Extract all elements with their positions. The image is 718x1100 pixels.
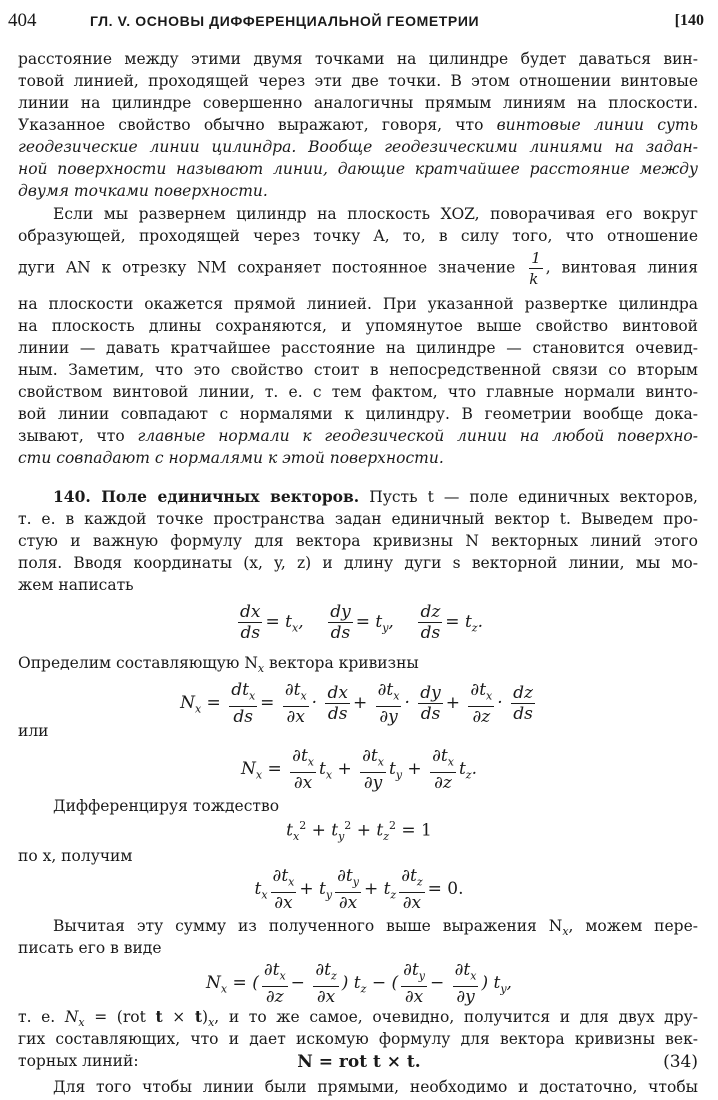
section-heading: 140. Поле единичных векторов. (53, 487, 360, 506)
text-line: писать его в виде (18, 939, 162, 957)
text-line: на плоскость длины сохраняются, и упомянутое выше свойство винтовой (18, 317, 698, 335)
equation-34: N = rot t × t. (34) (297, 1052, 698, 1072)
text-line: Если мы развернем цилиндр на плоскость XOZ, поворачивая его вокруг (53, 205, 698, 223)
text-line: т. е. $N_x = (rot$ $t \times t)_x$, и то же самое, очевидно, получится и для двух дру- (18, 1007, 699, 1030)
text-line: на плоскости окажется прямой линией. При указанной развертке цилиндра (18, 295, 698, 313)
text-line: двумя точками поверхности. (18, 182, 268, 200)
equation-nx-chain-rule: $N_x$ = $\frac{dt_x}{ds}$ = $\frac{\partial t_x}{\partial x}$ · $\frac{dx}{ds}$ + $\frac{\partial t_x}{\partial y}$ · $\frac{dy}{ds}$ + $\frac{\partial t_x}{\partial z}$ · $\frac{dz}{ds}$ (180, 680, 533, 728)
text-line: гих составляющих, что и дает искомую формулу для вектора кривизны век- (18, 1030, 698, 1048)
text-line: зывают, что главные нормали к геодезической линии на любой поверхно- (18, 427, 698, 445)
text-line: Для того чтобы линии были прямыми, необходимо и достаточно, чтобы (53, 1078, 698, 1096)
text-line: свойством винтовой линии, т. е. с тем фактом, что главные нормали винто- (18, 383, 698, 401)
text-line: поля. Вводя координаты (x, y, z) и длину дуги s векторной линии, мы мо- (18, 554, 698, 572)
text-line: Дифференцируя тождество (53, 797, 280, 815)
text-line: стую и важную формулу для вектора кривизны N векторных линий этого (18, 532, 698, 550)
equation-number: (34) (663, 1052, 698, 1072)
text-line: сти совпадают с нормалями к этой поверхности. (18, 449, 444, 467)
text-line: геодезические линии цилиндра. Вообще геодезическими линиями на задан- (18, 138, 698, 156)
text-line: жем написать (18, 576, 134, 594)
text-line: вой линии совпадают с нормалями к цилиндру. В геометрии вообще дока- (18, 405, 698, 423)
text-line: дуги AN к отрезку NM сохраняет постоянное значение $\frac{1}{k}$ , винтовая линия (18, 249, 698, 288)
chapter-title: ГЛ. V. ОСНОВЫ ДИФФЕРЕНЦИАЛЬНОЙ ГЕОМЕТРИИ (90, 13, 480, 29)
text-line: или (18, 722, 49, 740)
text-line: Вычитая эту сумму из полученного выше выражения $N_x$, можем пере- (53, 917, 699, 939)
text-line: ным. Заметим, что это свойство стоит в непосредственной связи со вторым (18, 361, 698, 379)
equation-tangent-components: $\frac{dx}{ds}$ = $t_x$, $\frac{dy}{ds}$ = $t_y$, $\frac{dz}{ds}$ = $t_z$. (240, 602, 483, 643)
text-line: т. е. в каждой точке пространства задан единичный вектор t. Выведем про- (18, 510, 698, 528)
equation-derivative-zero: $t_x$ $\frac{\partial t_x}{\partial x}$ + $t_y$ $\frac{\partial t_y}{\partial x}$ + $t_z$ $\frac{\partial t_z}{\partial x}$ = 0. (254, 866, 464, 914)
text-line: линии — давать кратчайшее расстояние на цилиндре — становится очевид- (18, 339, 698, 357)
fraction-one-over-k: $\frac{1}{k}$ (529, 249, 541, 288)
equation-nx-curl-form: $N_x$ = ( $\frac{\partial t_x}{\partial z}$ − $\frac{\partial t_z}{\partial x}$ ) $t_z$ − ( $\frac{\partial t_y}{\partial x}$ − $\frac{\partial t_x}{\partial y}$ ) $t_y$, (206, 960, 512, 1008)
text-line: образующей, проходящей через точку A, то, в силу того, что отношение (18, 227, 698, 245)
text-line: торных линий: (18, 1052, 139, 1070)
equation-unit-identity: $t_x^2 + t_y^2 + t_z^2 = 1$ (286, 819, 432, 844)
equation-nx-expanded: $N_x$ = $\frac{\partial t_x}{\partial x}$ $t_x$ + $\frac{\partial t_x}{\partial y}$ $t_y$ + $\frac{\partial t_x}{\partial z}$ $t_z$. (241, 746, 477, 794)
text-line: ной поверхности называют линии, дающие кратчайшее расстояние между (18, 160, 698, 178)
text-line: расстояние между этими двумя точками на цилиндре будет даваться вин- (18, 50, 698, 68)
text-line: Определим составляющую $N_x$ вектора кривизны (18, 654, 419, 676)
running-header (8, 10, 708, 36)
page-number: 404 (8, 10, 37, 31)
text-line: Указанное свойство обычно выражают, говоря, что винтовые линии суть (18, 116, 698, 134)
text-line: по x, получим (18, 847, 133, 865)
section-heading-line: 140. Поле единичных векторов. Пусть t — поле единичных векторов, (53, 487, 698, 506)
text-line: линии на цилиндре совершенно аналогичны прямым линиям на плоскости. (18, 94, 698, 112)
section-reference: [140 (674, 12, 704, 29)
text-line: товой линией, проходящей через эти две точки. В этом отношении винтовые (18, 72, 698, 90)
